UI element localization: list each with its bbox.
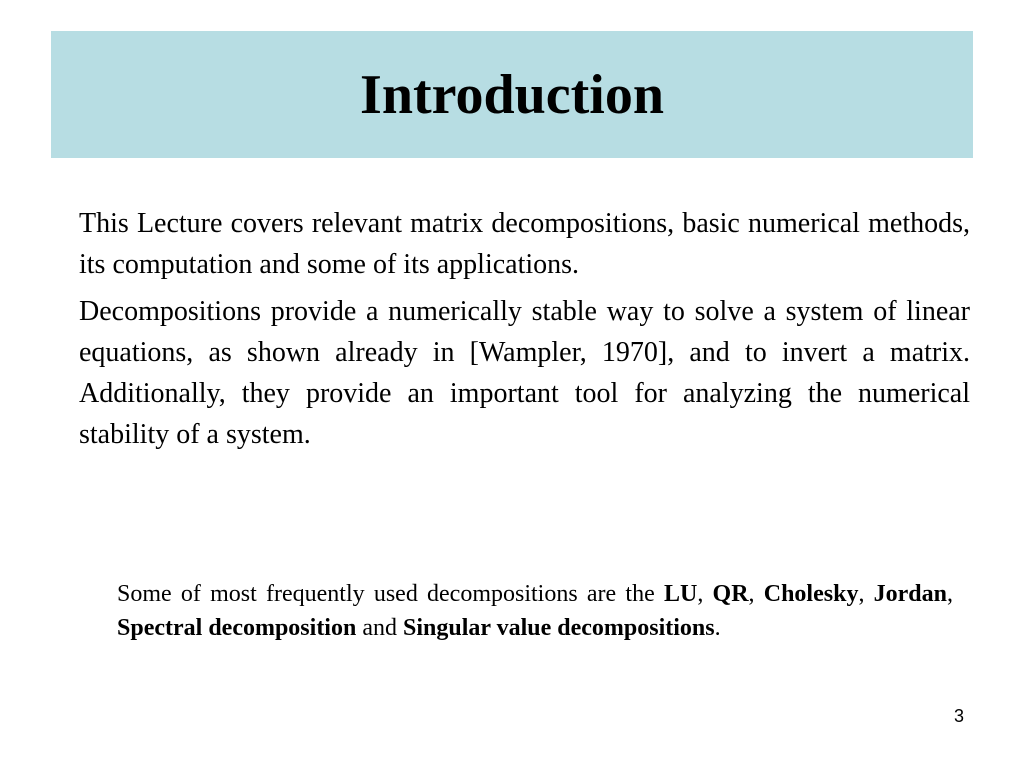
- slide-body: [79, 203, 970, 461]
- paragraph-intro: This Lecture covers relevant matrix decompositions, basic numerical methods, its computation and some of its applications.: [79, 208, 970, 280]
- page-number: 3: [953, 706, 964, 726]
- slide-title: Introduction: [360, 63, 664, 126]
- note-separator: ,: [858, 581, 874, 607]
- decomposition-jordan: Jordan: [873, 581, 948, 607]
- note-separator: ,: [748, 581, 764, 607]
- note-separator: ,: [947, 581, 954, 607]
- note-intro: Some of most frequently used decompositions are the: [117, 581, 664, 607]
- paragraph-decompositions: Decompositions provide a numerically stable way to solve a system of linear equations, as shown already in [Wampler, 1970], and to invert a matrix. Additionally, they provide an important tool for analyzing the numerical stability of a system.: [79, 296, 970, 450]
- decomposition-cholesky: Cholesky: [763, 581, 859, 607]
- note-conjunction: and: [356, 615, 403, 641]
- title-band: [51, 31, 973, 158]
- note-separator: ,: [697, 581, 713, 607]
- decomposition-svd: Singular value decompositions: [402, 615, 715, 641]
- decomposition-spectral: Spectral decomposition: [117, 615, 357, 641]
- decompositions-note: [117, 577, 953, 645]
- note-ending: .: [714, 615, 721, 641]
- decomposition-qr: QR: [712, 581, 749, 607]
- decomposition-lu: LU: [663, 581, 698, 607]
